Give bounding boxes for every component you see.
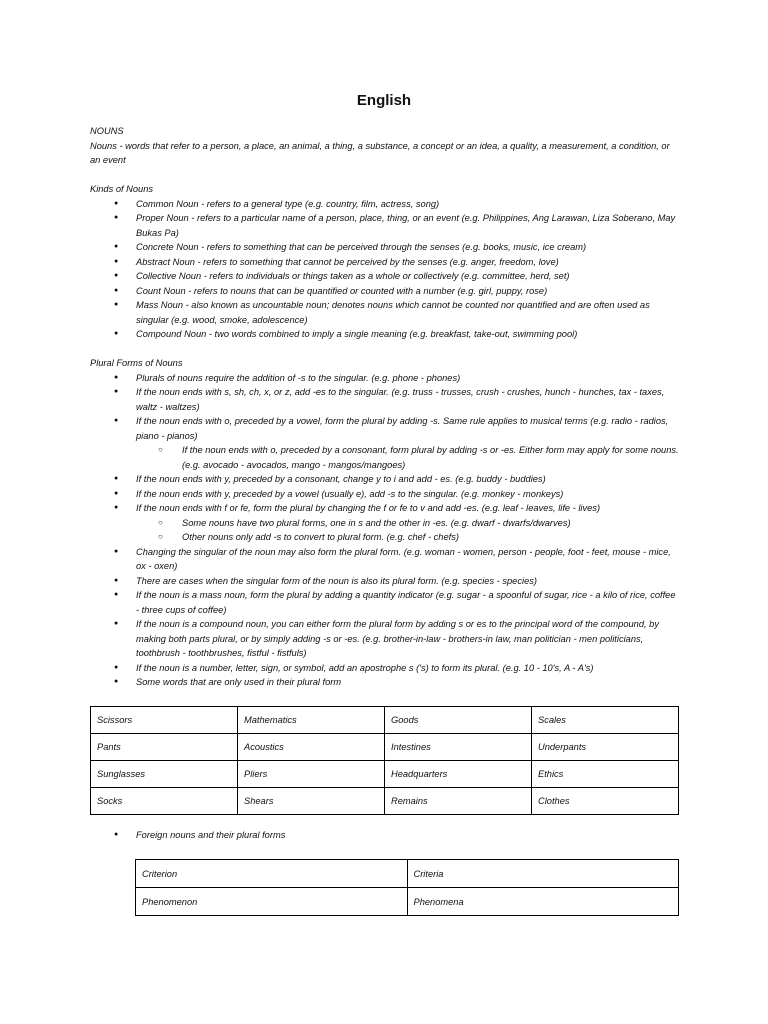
foreign-nouns-bullet bbox=[90, 828, 680, 843]
table-cell: Criteria bbox=[407, 860, 679, 888]
list-item bbox=[90, 414, 680, 472]
table-cell: Pants bbox=[91, 734, 238, 761]
kinds-heading: Kinds of Nouns bbox=[90, 184, 154, 194]
table-cell: Clothes bbox=[532, 788, 679, 815]
table-cell: Socks bbox=[91, 788, 238, 815]
sub-list-item: ○ Some nouns have two plural forms, one in s and the other in -es. (e.g. dwarf - dwarfs/dwarves) bbox=[136, 516, 680, 531]
list-item: ● There are cases when the singular form of the noun is also its plural form. (e.g. species - species) bbox=[90, 574, 680, 589]
table-cell: Acoustics bbox=[238, 734, 385, 761]
table-row bbox=[136, 888, 679, 916]
foreign-nouns-table bbox=[135, 859, 679, 916]
table-cell: Intestines bbox=[385, 734, 532, 761]
list-item bbox=[90, 501, 680, 545]
list-item: ● Mass Noun - also known as uncountable noun; denotes nouns which cannot be counted nor quantified and are often used as singular (e.g. wood, smoke, adolescence) bbox=[90, 298, 680, 327]
list-item: ● Some words that are only used in their plural form bbox=[90, 675, 680, 690]
nouns-heading: NOUNS bbox=[90, 126, 124, 136]
list-item: ● Count Noun - refers to nouns that can be quantified or counted with a number (e.g. girl, puppy, rose) bbox=[90, 284, 680, 299]
nouns-definition: Nouns - words that refer to a person, a place, an animal, a thing, a substance, a concept or an idea, a quality, a measurement, a condition, or an event bbox=[90, 140, 670, 165]
list-item: ● Common Noun - refers to a general type (e.g. country, film, actress, song) bbox=[90, 197, 680, 212]
list-item: ● If the noun is a number, letter, sign, or symbol, add an apostrophe s ('s) to form its plural. (e.g. 10 - 10's, A - A's) bbox=[90, 661, 680, 676]
table-cell: Scales bbox=[532, 707, 679, 734]
list-item: ● If the noun is a compound noun, you can either form the plural form by adding s or es to the principal word of the compound, by making both parts plural, or by simply adding -s or -es. (e.g. brother-in-law - brothers-in law, man politician - men politicians, toothbrush - toothbrushes, fistful - fistfuls) bbox=[90, 617, 680, 661]
list-item: ● If the noun ends with s, sh, ch, x, or z, add -es to the singular. (e.g. truss - trusses, crush - crushes, hunch - hunches, tax - taxes, waltz - waltzes) bbox=[90, 385, 680, 414]
list-item: ● Abstract Noun - refers to something that cannot be perceived by the senses (e.g. anger, freedom, love) bbox=[90, 255, 680, 270]
table-cell: Phenomenon bbox=[136, 888, 408, 916]
list-item: ● Foreign nouns and their plural forms bbox=[90, 828, 680, 843]
table-cell: Pliers bbox=[238, 761, 385, 788]
table-cell: Underpants bbox=[532, 734, 679, 761]
kinds-list bbox=[90, 197, 680, 342]
table-row bbox=[91, 734, 679, 761]
list-item: ● If the noun is a mass noun, form the plural by adding a quantity indicator (e.g. sugar - a spoonful of sugar, rice - a kilo of rice, coffee - three cups of coffee) bbox=[90, 588, 680, 617]
sub-list-item: ○ If the noun ends with o, preceded by a consonant, form plural by adding -s or -es. Either form may apply for some nouns.(e.g. avocado - avocados, mango - mangos/mangoes) bbox=[136, 443, 680, 472]
sub-list-item: ○ Other nouns only add -s to convert to plural form. (e.g. chef - chefs) bbox=[136, 530, 680, 545]
list-item-text: If the noun ends with f or fe, form the plural by changing the f or fe to v and add -es. (e.g. leaf - leaves, life - lives) bbox=[136, 503, 601, 513]
plural-only-table bbox=[90, 706, 679, 815]
table-cell: Headquarters bbox=[385, 761, 532, 788]
table-row bbox=[91, 761, 679, 788]
list-item: ● Collective Noun - refers to individuals or things taken as a whole or collectively (e.g. committee, herd, set) bbox=[90, 269, 680, 284]
sub-list bbox=[136, 443, 680, 472]
list-item: ● Compound Noun - two words combined to imply a single meaning (e.g. breakfast, take-out, swimming pool) bbox=[90, 327, 680, 342]
table-cell: Sunglasses bbox=[91, 761, 238, 788]
list-item: ● If the noun ends with y, preceded by a vowel (usually e), add -s to the singular. (e.g. monkey - monkeys) bbox=[90, 487, 680, 502]
sub-list bbox=[136, 516, 680, 545]
table-cell: Goods bbox=[385, 707, 532, 734]
page-title: English bbox=[356, 92, 412, 109]
table-cell: Shears bbox=[238, 788, 385, 815]
foreign-list bbox=[90, 828, 680, 843]
table-row bbox=[136, 860, 679, 888]
table-row bbox=[91, 788, 679, 815]
list-item: ● Plurals of nouns require the addition of -s to the singular. (e.g. phone - phones) bbox=[90, 371, 680, 386]
table-cell: Mathematics bbox=[238, 707, 385, 734]
plural-list bbox=[90, 371, 680, 690]
plural-heading: Plural Forms of Nouns bbox=[90, 358, 183, 368]
list-item: ● Proper Noun - refers to a particular name of a person, place, thing, or an event (e.g. Philippines, Ang Larawan, Liza Soberano, May Bukas Pa) bbox=[90, 211, 680, 240]
table-cell: Ethics bbox=[532, 761, 679, 788]
list-item: ● If the noun ends with y, preceded by a consonant, change y to i and add - es. (e.g. buddy - buddies) bbox=[90, 472, 680, 487]
table-cell: Phenomena bbox=[407, 888, 679, 916]
list-item-text: If the noun ends with o, preceded by a vowel, form the plural by adding -s. Same rule applies to musical terms (e.g. radio - radios, piano - pianos) bbox=[136, 416, 669, 441]
list-item: ● Concrete Noun - refers to something that can be perceived through the senses (e.g. books, music, ice cream) bbox=[90, 240, 680, 255]
list-item: ● Changing the singular of the noun may also form the plural form. (e.g. woman - women, person - people, foot - feet, mouse - mice, ox - oxen) bbox=[90, 545, 680, 574]
document-body bbox=[90, 124, 680, 690]
table-cell: Remains bbox=[385, 788, 532, 815]
table-row bbox=[91, 707, 679, 734]
table-cell: Scissors bbox=[91, 707, 238, 734]
table-cell: Criterion bbox=[136, 860, 408, 888]
